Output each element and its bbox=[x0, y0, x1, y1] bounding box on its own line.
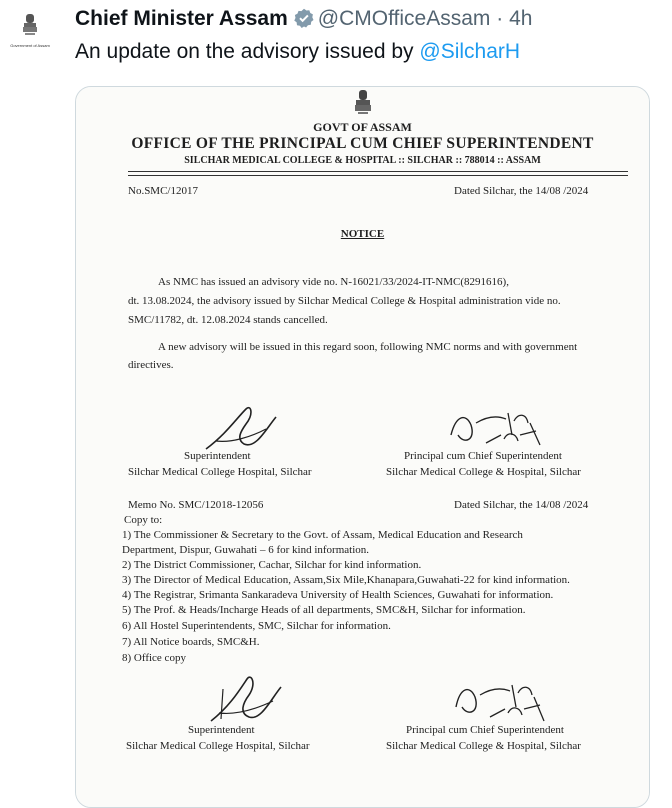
sig2-right-title: Principal cum Chief Superintendent bbox=[406, 724, 564, 736]
tweet-media-image[interactable] bbox=[75, 86, 650, 808]
copy-item: 8) Office copy bbox=[122, 652, 186, 664]
sig2-left-org: Silchar Medical College Hospital, Silchar bbox=[126, 740, 310, 752]
doc-para1-line: As NMC has issued an advisory vide no. N-16021/33/2024-IT-NMC(8291616), bbox=[158, 276, 509, 288]
verified-badge-icon bbox=[294, 8, 314, 28]
separator-dot: · bbox=[496, 7, 504, 30]
avatar-caption: Government of Assam bbox=[10, 43, 50, 48]
mention-link[interactable]: @SilcharH bbox=[419, 40, 521, 63]
doc-para1-line: dt. 13.08.2024, the advisory issued by Silchar Medical College & Hospital administration vide no. bbox=[128, 295, 561, 307]
copy-item: 1) The Commissioner & Secretary to the Govt. of Assam, Medical Education and Research bbox=[122, 529, 523, 541]
doc-para2-line: A new advisory will be issued in this regard soon, following NMC norms and with government bbox=[158, 341, 578, 353]
author-handle[interactable]: @CMOfficeAssam bbox=[317, 7, 491, 30]
copy-item: Department, Dispur, Guwahati – 6 for kind information. bbox=[122, 544, 370, 556]
author-name[interactable]: Chief Minister Assam bbox=[75, 7, 288, 30]
sig-left-title: Superintendent bbox=[184, 450, 251, 462]
doc-notice-title: NOTICE bbox=[340, 228, 385, 240]
header-rule bbox=[128, 171, 628, 172]
copy-item: 7) All Notice boards, SMC&H. bbox=[122, 636, 260, 648]
sig2-right-org: Silchar Medical College & Hospital, Silchar bbox=[386, 740, 581, 752]
memo-date: Dated Silchar, the 14/08 /2024 bbox=[454, 499, 589, 511]
copy-item: 3) The Director of Medical Education, Assam,Six Mile,Khanapara,Guwahati-22 for kind information. bbox=[122, 574, 570, 586]
doc-date: Dated Silchar, the 14/08 /2024 bbox=[454, 185, 589, 197]
copy-item: 6) All Hostel Superintendents, SMC, Silchar for information. bbox=[122, 620, 391, 632]
sig-left-org: Silchar Medical College Hospital, Silchar bbox=[128, 466, 312, 478]
tweet-header bbox=[75, 6, 532, 32]
tweet-text bbox=[75, 38, 520, 66]
state-emblem-icon bbox=[20, 12, 40, 38]
sig-right-title: Principal cum Chief Superintendent bbox=[404, 450, 562, 462]
doc-address: SILCHAR MEDICAL COLLEGE & HOSPITAL :: SILCHAR :: 788014 :: ASSAM bbox=[184, 155, 541, 166]
sig-right-org: Silchar Medical College & Hospital, Silchar bbox=[386, 466, 581, 478]
doc-para1-line: SMC/11782, dt. 12.08.2024 stands cancelled. bbox=[128, 314, 328, 326]
header-rule-2 bbox=[128, 175, 628, 176]
notice-document bbox=[76, 87, 649, 807]
copy-item: 2) The District Commissioner, Cachar, Silchar for kind information. bbox=[122, 559, 422, 571]
tweet-text-body: An update on the advisory issued by bbox=[75, 40, 420, 63]
copy-item: 5) The Prof. & Heads/Incharge Heads of all departments, SMC&H, Silchar for information. bbox=[122, 604, 526, 616]
avatar[interactable] bbox=[0, 0, 58, 62]
sig2-left-title: Superintendent bbox=[188, 724, 255, 736]
doc-ref-no: No.SMC/12017 bbox=[128, 185, 198, 197]
copy-to-label: Copy to: bbox=[124, 514, 163, 526]
copy-item: 4) The Registrar, Srimanta Sankaradeva University of Health Sciences, Guwahati for information. bbox=[122, 589, 554, 601]
state-emblem-icon bbox=[353, 89, 373, 117]
memo-no: Memo No. SMC/12018-12056 bbox=[128, 499, 264, 511]
signature-left-2 bbox=[201, 669, 291, 731]
doc-para2-line: directives. bbox=[128, 359, 174, 371]
tweet-timestamp[interactable]: 4h bbox=[509, 7, 533, 30]
doc-office-title: OFFICE OF THE PRINCIPAL CUM CHIEF SUPERINTENDENT bbox=[131, 135, 594, 152]
doc-govt: GOVT OF ASSAM bbox=[313, 120, 412, 134]
